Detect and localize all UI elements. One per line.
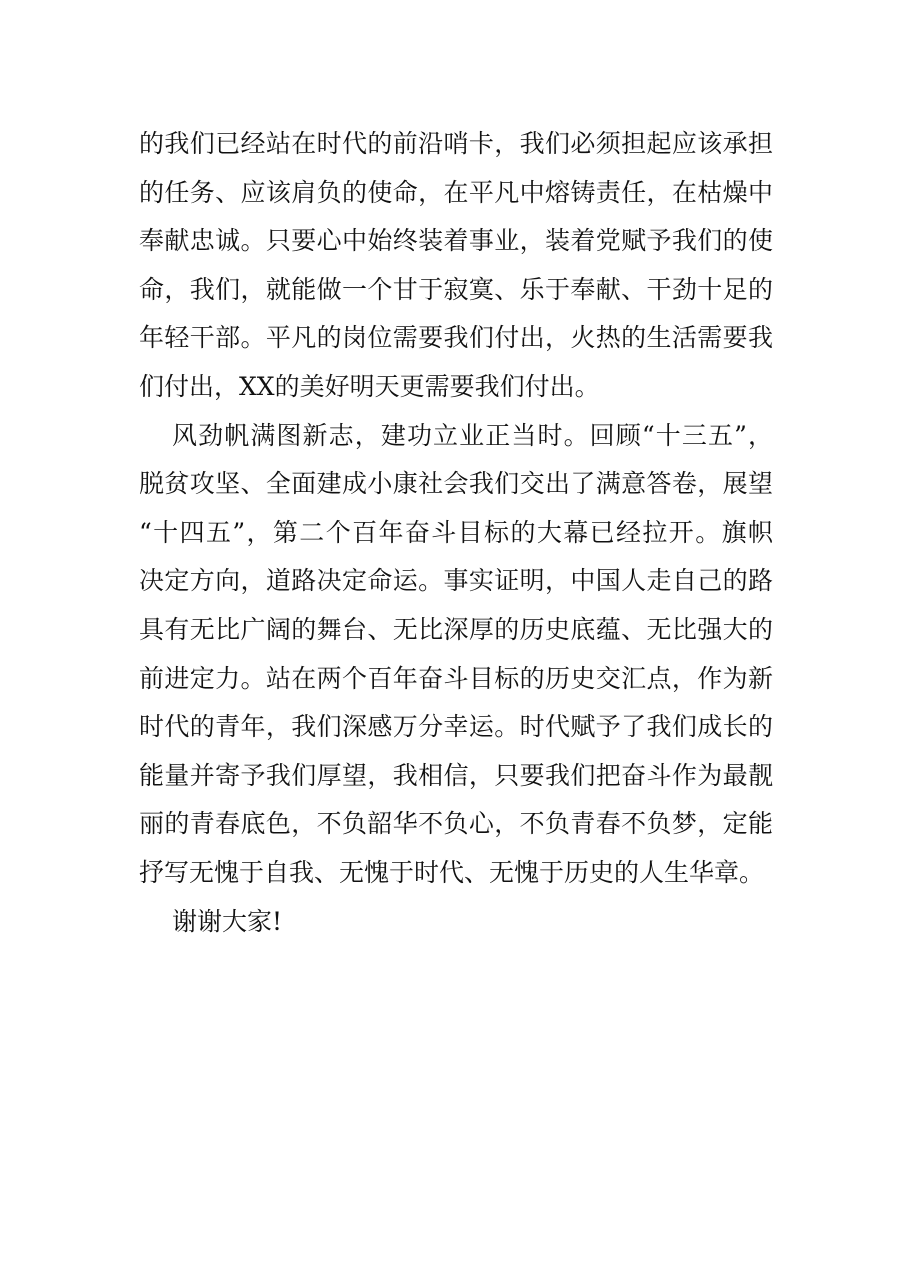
paragraph-line: 命，我们，就能做一个甘于寂寞、乐于奉献、干劲十足的 — [139, 274, 773, 304]
paragraph-line: 奉献忠诚。只要心中始终装着事业，装着党赋予我们的使 — [139, 226, 773, 256]
paragraph-2 — [139, 412, 773, 898]
paragraph-line: “十四五”，第二个百年奋斗目标的大幕已经拉开。旗帜 — [139, 517, 773, 547]
paragraph-line: 的我们已经站在时代的前沿哨卡，我们必须担起应该承担 — [139, 129, 773, 158]
paragraph-line: 具有无比广阔的舞台、无比深厚的历史底蕴、无比强大的 — [139, 614, 773, 644]
paragraph-line: 风劲帆满图新志，建功立业正当时。回顾“十三五”， — [172, 420, 773, 450]
paragraph-line: 时代的青年，我们深感万分幸运。时代赋予了我们成长的 — [139, 712, 773, 742]
paragraph-line: 丽的青春底色，不负韶华不负心，不负青春不负梦，定能 — [139, 809, 773, 839]
closing-line: 谢谢大家! — [172, 906, 283, 936]
paragraph-line: 年轻干部。平凡的岗位需要我们付出，火热的生活需要我 — [139, 323, 773, 353]
body-text — [139, 120, 773, 946]
paragraph-line: 抒写无愧于自我、无愧于时代、无愧于历史的人生华章。 — [139, 857, 765, 887]
paragraph-line: 脱贫攻坚、全面建成小康社会我们交出了满意答卷，展望 — [139, 469, 773, 499]
paragraph-line: 的任务、应该肩负的使命，在平凡中熔铸责任，在枯燥中 — [139, 177, 773, 207]
paragraph-3 — [139, 898, 773, 947]
paragraph-line: 能量并寄予我们厚望，我相信，只要我们把奋斗作为最靓 — [139, 760, 773, 790]
paragraph-line: 前进定力。站在两个百年奋斗目标的历史交汇点，作为新 — [139, 663, 773, 693]
paragraph-line: 决定方向，道路决定命运。事实证明，中国人走自己的路 — [139, 566, 773, 596]
paragraph-line: 们付出，XX的美好明天更需要我们付出。 — [139, 371, 600, 401]
paragraph-1 — [139, 120, 773, 412]
